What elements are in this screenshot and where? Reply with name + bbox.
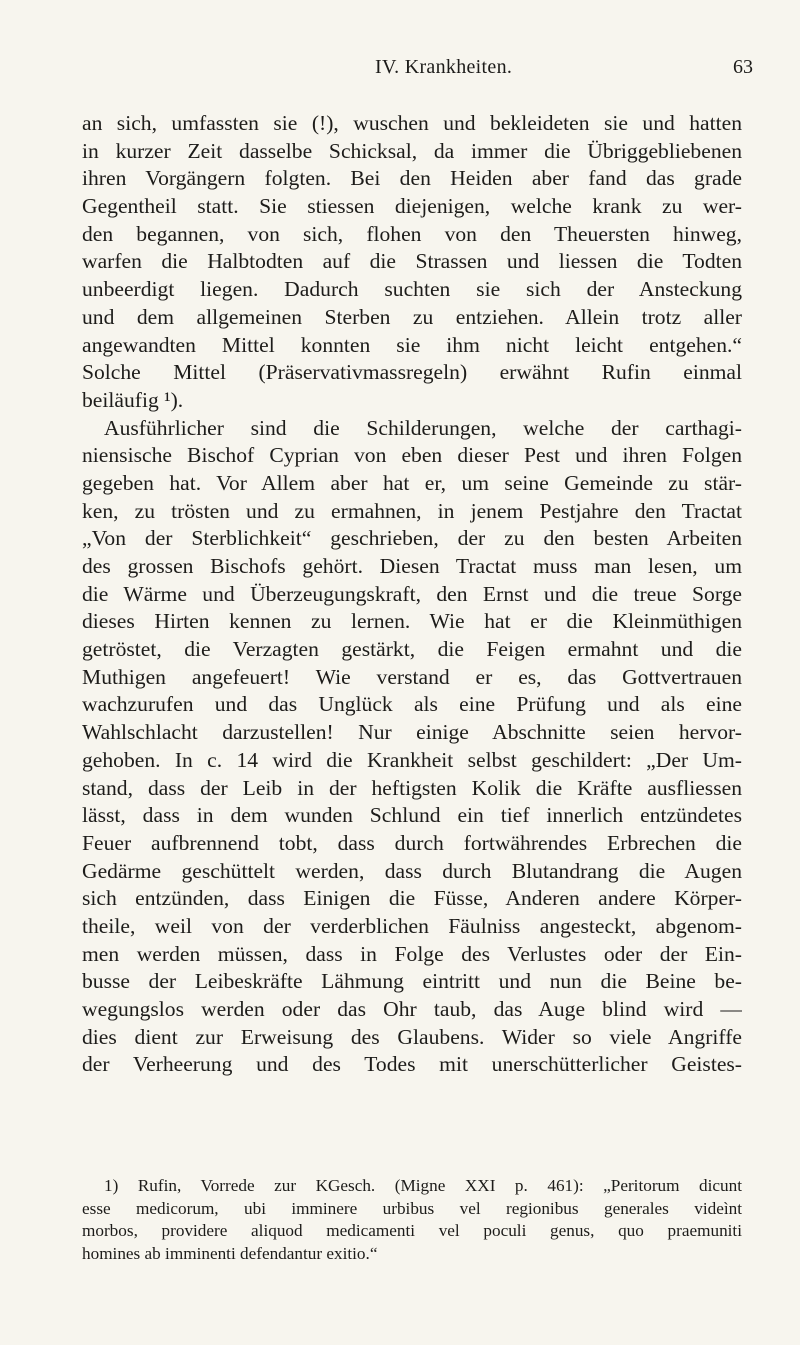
text-line: Solche Mittel (Präservativmassregeln) erwähnt Rufin einmal	[82, 360, 742, 385]
text-line: Wahlschlacht darzustellen! Nur einige Abschnitte seien hervor-	[82, 720, 742, 745]
text-line: wegungslos werden oder das Ohr taub, das Auge blind wird —	[82, 997, 742, 1021]
footnote-line: 1) Rufin, Vorrede zur KGesch. (Migne XXI p. 461): „Peritorum dicunt	[104, 1176, 742, 1195]
running-title: IV. Krankheiten.	[375, 56, 513, 78]
text-line: sich entzünden, dass Einigen die Füsse, Anderen andere Körper-	[82, 886, 742, 911]
text-line: theile, weil von der verderblichen Fäulniss angesteckt, abgenom-	[82, 913, 742, 938]
footnotes	[82, 1175, 742, 1265]
text-line: dies dient zur Erweisung des Glaubens. Wider so viele Angriffe	[82, 1024, 742, 1049]
footnote-line: esse medicorum, ubi imminere urbibus vel regionibus generales videìnt	[82, 1198, 742, 1218]
text-line: angewandten Mittel konnten sie ihm nicht leicht entgehen.“	[82, 332, 742, 357]
text-line: getröstet, die Verzagten gestärkt, die Feigen ermahnt und die	[82, 637, 742, 662]
text-line: Gedärme geschüttelt werden, dass durch Blutandrang die Augen	[82, 858, 742, 883]
text-line: des grossen Bischofs gehört. Diesen Tractat muss man lesen, um	[82, 554, 742, 578]
text-line: und dem allgemeinen Sterben zu entziehen. Allein trotz aller	[82, 304, 742, 329]
text-line: dieses Hirten kennen zu lernen. Wie hat er die Kleinmüthigen	[82, 609, 742, 634]
text-line: ihren Vorgängern folgten. Bei den Heiden aber fand das grade	[82, 166, 742, 191]
text-line: stand, dass der Leib in der heftigsten Kolik die Kräfte ausfliessen	[82, 775, 742, 800]
text-line: men werden müssen, dass in Folge des Verlustes oder der Ein-	[82, 941, 742, 966]
footnote-line: homines ab imminenti defendantur exitio.“	[82, 1243, 378, 1263]
text-line: busse der Leibeskräfte Lähmung eintritt und nun die Beine be-	[82, 969, 742, 994]
text-line: der Verheerung und des Todes mit unerschütterlicher Geistes-	[82, 1052, 742, 1077]
text-line: Ausführlicher sind die Schilderungen, welche der carthagi-	[104, 415, 742, 440]
footnote-line: morbos, providere aliquod medicamenti vel poculi genus, quo praemuniti	[82, 1221, 742, 1240]
text-line: ken, zu trösten und zu ermahnen, in jenem Pestjahre den Tractat	[82, 498, 742, 523]
text-line: beiläufig ¹).	[82, 387, 184, 412]
text-line: niensische Bischof Cyprian von eben dieser Pest und ihren Folgen	[82, 443, 742, 468]
text-line: gegeben hat. Vor Allem aber hat er, um seine Gemeinde zu stär-	[82, 470, 742, 495]
text-line: unbeerdigt liegen. Dadurch suchten sie sich der Ansteckung	[82, 277, 742, 302]
text-line: lässt, dass in dem wunden Schlund ein tief innerlich entzündetes	[82, 803, 742, 828]
text-line: Muthigen angefeuert! Wie verstand er es, das Gottvertrauen	[82, 664, 742, 689]
text-line: warfen die Halbtodten auf die Strassen und liessen die Todten	[82, 249, 742, 274]
text-line: Gegentheil statt. Sie stiessen diejenigen, welche krank zu wer-	[82, 194, 742, 219]
page-number: 63	[733, 56, 753, 78]
text-line: den begannen, von sich, flohen von den Theuersten hinweg,	[82, 221, 742, 246]
running-head	[0, 56, 800, 82]
text-line: wachzurufen und das Unglück als eine Prüfung und als eine	[82, 692, 742, 717]
text-line: Feuer aufbrennend tobt, dass durch fortwährendes Erbrechen die	[82, 830, 742, 855]
text-line: in kurzer Zeit dasselbe Schicksal, da immer die Übriggebliebenen	[82, 138, 742, 163]
main-text	[82, 110, 742, 1079]
text-line: „Von der Sterblichkeit“ geschrieben, der zu den besten Arbeiten	[82, 526, 742, 551]
text-line: an sich, umfassten sie (!), wuschen und bekleideten sie und hatten	[82, 111, 742, 135]
text-line: gehoben. In c. 14 wird die Krankheit selbst geschildert: „Der Um-	[82, 747, 742, 772]
text-line: die Wärme und Überzeugungskraft, den Ernst und die treue Sorge	[82, 581, 742, 606]
